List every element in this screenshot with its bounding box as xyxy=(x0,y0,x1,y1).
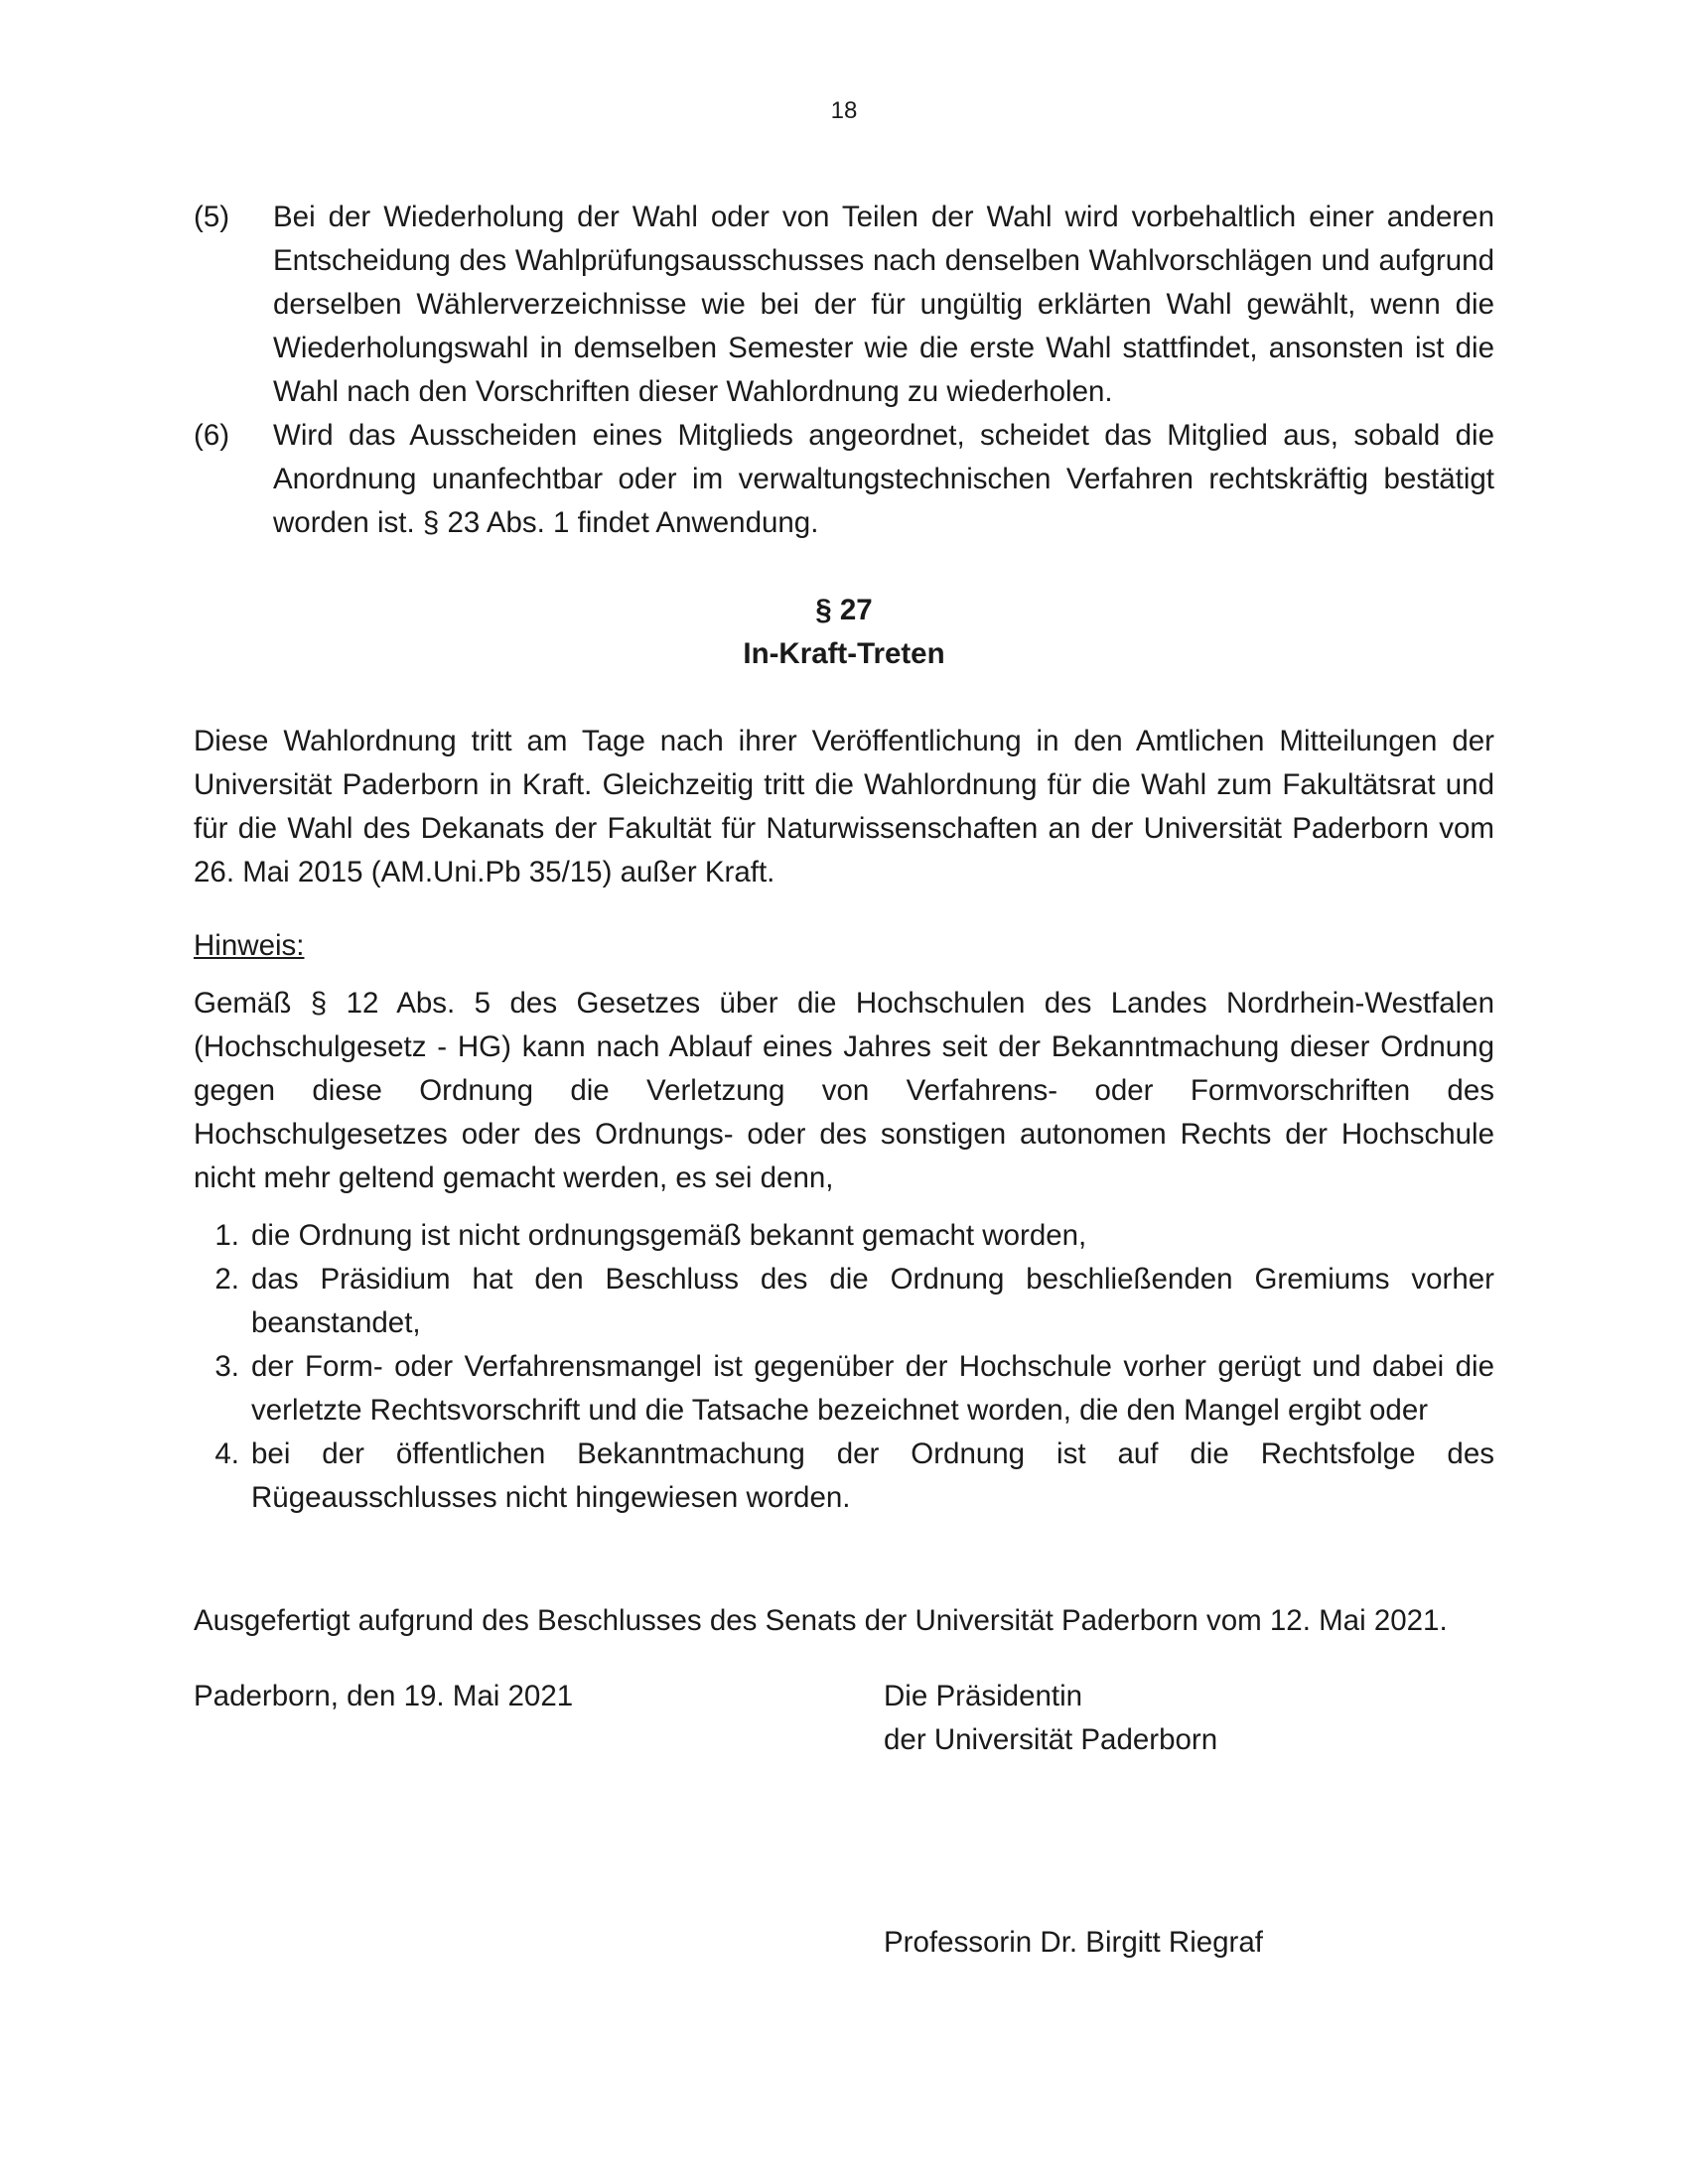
place-date: Paderborn, den 19. Mai 2021 xyxy=(194,1680,574,1712)
section-title: In-Kraft-Treten xyxy=(743,637,945,670)
signatory-role xyxy=(884,1675,1494,1762)
paragraph-number: (6) xyxy=(194,419,230,452)
list-item-text: bei der öffentlichen Bekanntmachung der Ordnung ist auf die Rechtsfolge des Rügeausschlusses nicht hingewiesen worden. xyxy=(251,1437,1494,1514)
list-item-number: 1. xyxy=(214,1219,239,1252)
issued-statement: Ausgefertigt aufgrund des Beschlusses des Senats der Universität Paderborn vom 12. Mai 2021. xyxy=(194,1604,1448,1637)
list-item-text: das Präsidium hat den Beschluss des die Ordnung beschließenden Gremiums vorher beanstandet, xyxy=(251,1263,1494,1339)
paragraph-text: Bei der Wiederholung der Wahl oder von Teilen der Wahl wird vorbehaltlich einer anderen Entscheidung des Wahlprüfungsausschusses nach denselben Wahlvorschlägen und aufgrund derselben Wählerverzeichnisse wie bei der für ungültig erklärten Wahl gewählt, wenn die Wiederholungswahl in demselben Semester wie die erste Wahl stattfindet, ansonsten ist die Wahl nach den Vorschriften dieser Wahlordnung zu wiederholen. xyxy=(273,201,1494,408)
role-line-1: Die Präsidentin xyxy=(884,1680,1083,1712)
list-item-text: der Form- oder Verfahrensmangel ist gegenüber der Hochschule vorher gerügt und dabei die verletzte Rechtsvorschrift und die Tatsache bezeichnet worden, die den Mangel ergibt oder xyxy=(251,1350,1494,1427)
list-item-number: 4. xyxy=(214,1437,239,1470)
list-item-text: die Ordnung ist nicht ordnungsgemäß bekannt gemacht worden, xyxy=(251,1219,1087,1252)
signature-block xyxy=(194,1675,1494,1762)
list-item-number: 2. xyxy=(214,1263,239,1296)
list-item xyxy=(194,1214,1494,1258)
list-item xyxy=(194,1258,1494,1345)
paragraph-text: Wird das Ausscheiden eines Mitglieds angeordnet, scheidet das Mitglied aus, sobald die Anordnung unanfechtbar oder im verwaltungstechnischen Verfahren rechtskräftig bestätigt worden ist. § 23 Abs. 1 findet Anwendung. xyxy=(273,419,1494,539)
paragraph-5 xyxy=(194,196,1494,414)
page-number: 18 xyxy=(830,97,858,124)
effective-text: Diese Wahlordnung tritt am Tage nach ihrer Veröffentlichung in den Amtlichen Mitteilungen der Universität Paderborn in Kraft. Gleichzeitig tritt die Wahlordnung für die Wahl zum Fakultätsrat und für die Wahl des Dekanats der Fakultät für Naturwissenschaften an der Universität Paderborn vom 26. Mai 2015 (AM.Uni.Pb 35/15) außer Kraft. xyxy=(194,725,1494,888)
list-item xyxy=(194,1433,1494,1520)
hint-text: Gemäß § 12 Abs. 5 des Gesetzes über die Hochschulen des Landes Nordrhein-Westfalen (Hochschulgesetz - HG) kann nach Ablauf eines Jahres seit der Bekanntmachung dieser Ordnung gegen diese Ordnung die Verletzung von Verfahrens- oder Formvorschriften des Hochschulgesetzes oder des Ordnungs- oder des sonstigen autonomen Rechts der Hochschule nicht mehr geltend gemacht werden, es sei denn, xyxy=(194,987,1494,1194)
list-item xyxy=(194,1345,1494,1433)
list-item-number: 3. xyxy=(214,1350,239,1383)
hint-label: Hinweis: xyxy=(194,929,305,962)
role-line-2: der Universität Paderborn xyxy=(884,1723,1218,1756)
section-number: § 27 xyxy=(815,594,873,626)
paragraph-6 xyxy=(194,414,1494,545)
document-body xyxy=(194,196,1494,1965)
hint-list xyxy=(194,1214,1494,1520)
section-heading xyxy=(194,589,1494,676)
signer-name: Professorin Dr. Birgitt Riegraf xyxy=(884,1926,1263,1959)
paragraph-number: (5) xyxy=(194,201,230,233)
